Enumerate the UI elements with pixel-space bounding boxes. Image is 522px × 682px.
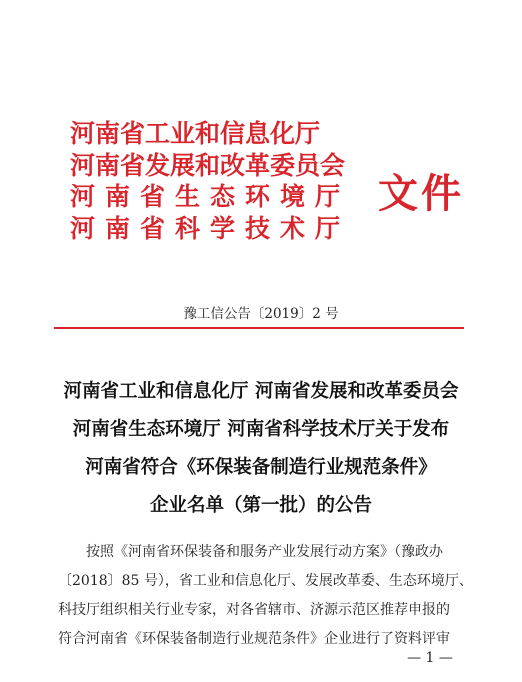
red-divider	[54, 327, 464, 329]
issuer-name: 河南省工业和信息化厅	[70, 119, 321, 148]
title-line: 河南省符合《环保装备制造行业规范条件》	[85, 457, 437, 478]
body-line: 科技厅组织相关行业专家，对各省辖市、济源示范区推荐申报的	[58, 602, 450, 618]
doc-type-label: 文件	[378, 170, 464, 217]
document-number: 豫工信公告〔2019〕2 号	[183, 306, 339, 322]
body-line: 按照《河南省环保装备和服务产业发展行动方案》（豫政办	[86, 544, 443, 560]
body-line: 符合河南省《环保装备制造行业规范条件》企业进行了资料评审	[58, 631, 450, 647]
issuer-name: 河南省科学技术厅	[70, 213, 351, 243]
issuer-block	[70, 118, 380, 244]
title-line: 河南省生态环境厅 河南省科学技术厅关于发布	[72, 419, 450, 440]
body-paragraph	[58, 538, 478, 654]
document-title	[0, 373, 522, 525]
title-line: 企业名单（第一批）的公告	[149, 495, 372, 516]
issuer-name: 河南省生态环境厅	[70, 182, 351, 211]
issuer-name: 河南省发展和改革委员会	[70, 150, 346, 180]
page-number: — 1 —	[407, 650, 453, 666]
title-line: 河南省工业和信息化厅 河南省发展和改革委员会	[63, 381, 459, 402]
body-line: 〔2018〕85 号），省工业和信息化厅、发展改革委、生态环境厅、	[58, 573, 473, 589]
